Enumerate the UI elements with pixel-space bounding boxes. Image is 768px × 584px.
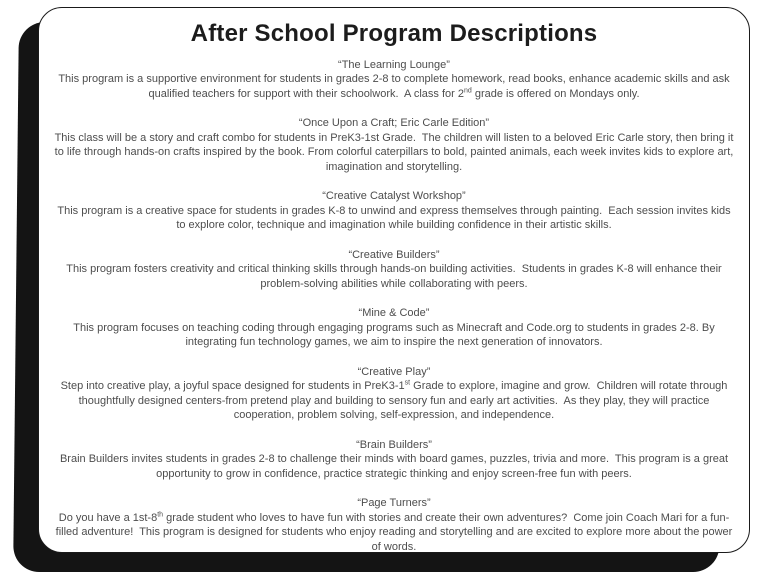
description-segment: Grade to explore, imagine and grow. Children will rotate through thoughtfully designed centers-from pretend play and building to sensory fun and early art activities. As they play, they will practice cooperation, problem solving, self-expression, and independence. — [78, 380, 731, 422]
program-section — [53, 116, 735, 174]
document-card — [38, 7, 750, 553]
program-section — [53, 438, 735, 482]
program-section — [53, 189, 735, 233]
program-title: “Creative Builders” — [348, 248, 440, 261]
program-description — [53, 204, 735, 233]
program-description — [53, 262, 735, 291]
program-description — [53, 72, 735, 101]
program-title: “Once Upon a Craft; Eric Carle Edition” — [298, 117, 490, 130]
description-segment: This program focuses on teaching coding through engaging programs such as Minecraft and Code.org to students in grades 2-8. By integrating fun technology games, we aim to inspire the next generation of innovators. — [73, 321, 718, 349]
programs-list — [53, 58, 735, 553]
description-segment: grade is offered on Mondays only. — [471, 87, 640, 100]
program-title: “The Learning Lounge” — [338, 58, 450, 71]
page-title: After School Program Descriptions — [190, 20, 598, 47]
description-superscript: th — [157, 511, 164, 519]
program-section — [53, 306, 735, 350]
program-description — [53, 379, 735, 423]
program-section — [53, 58, 735, 102]
program-title: “Creative Play” — [357, 365, 431, 378]
description-segment: Brain Builders invites students in grades 2-8 to challenge their minds with board games, puzzles, trivia and more. This program is a great opportunity to grow in confidence, practice strategic thinking and enjoy screen-free fun with peers. — [59, 453, 732, 480]
program-title: “Page Turners” — [357, 497, 431, 510]
program-title: “Creative Catalyst Workshop” — [322, 190, 466, 203]
program-description — [53, 131, 735, 175]
program-section — [53, 248, 735, 292]
description-superscript: nd — [463, 87, 472, 95]
program-section — [53, 365, 735, 423]
program-title: “Brain Builders” — [356, 438, 432, 451]
program-title: “Mine & Code” — [358, 307, 430, 320]
program-description — [53, 511, 735, 553]
description-segment: This program fosters creativity and critical thinking skills through hands-on building activities. Students in grades K-8 will enhance their problem-solving abilities while collaborating with peers. — [66, 263, 725, 290]
program-section — [53, 496, 735, 553]
description-segment: grade student who loves to have fun with stories and create their own adventures? Come join Coach Mari for a fun-filled adventure! This program is designed for students who enjoy reading and storytelling and are excited to explore more about the power of words. — [55, 511, 736, 553]
description-segment: This program is a creative space for students in grades K-8 to unwind and express themselves through painting. Each session invites kids to explore color, technique and imagination while building confidence in their artistic skills. — [57, 204, 734, 232]
description-segment: This program is a supportive environment for students in grades 2-8 to complete homework, read books, enhance academic skills and ask qualified teachers for support with their schoolwork. A class for 2 — [58, 73, 733, 100]
description-segment: This class will be a story and craft combo for students in PreK3-1st Grade. The children will listen to a beloved Eric Carle story, then bring it to life through hands-on crafts inspired by the book. From colorful caterpillars to bold, painted animals, each week invites kids to explore art, imagination and storytelling. — [54, 131, 737, 173]
description-segment: Step into creative play, a joyful space designed for students in PreK3-1 — [60, 380, 405, 393]
program-description — [53, 452, 735, 481]
program-description — [53, 321, 735, 350]
description-superscript: st — [404, 379, 411, 387]
description-segment: Do you have a 1st-8 — [58, 511, 158, 524]
